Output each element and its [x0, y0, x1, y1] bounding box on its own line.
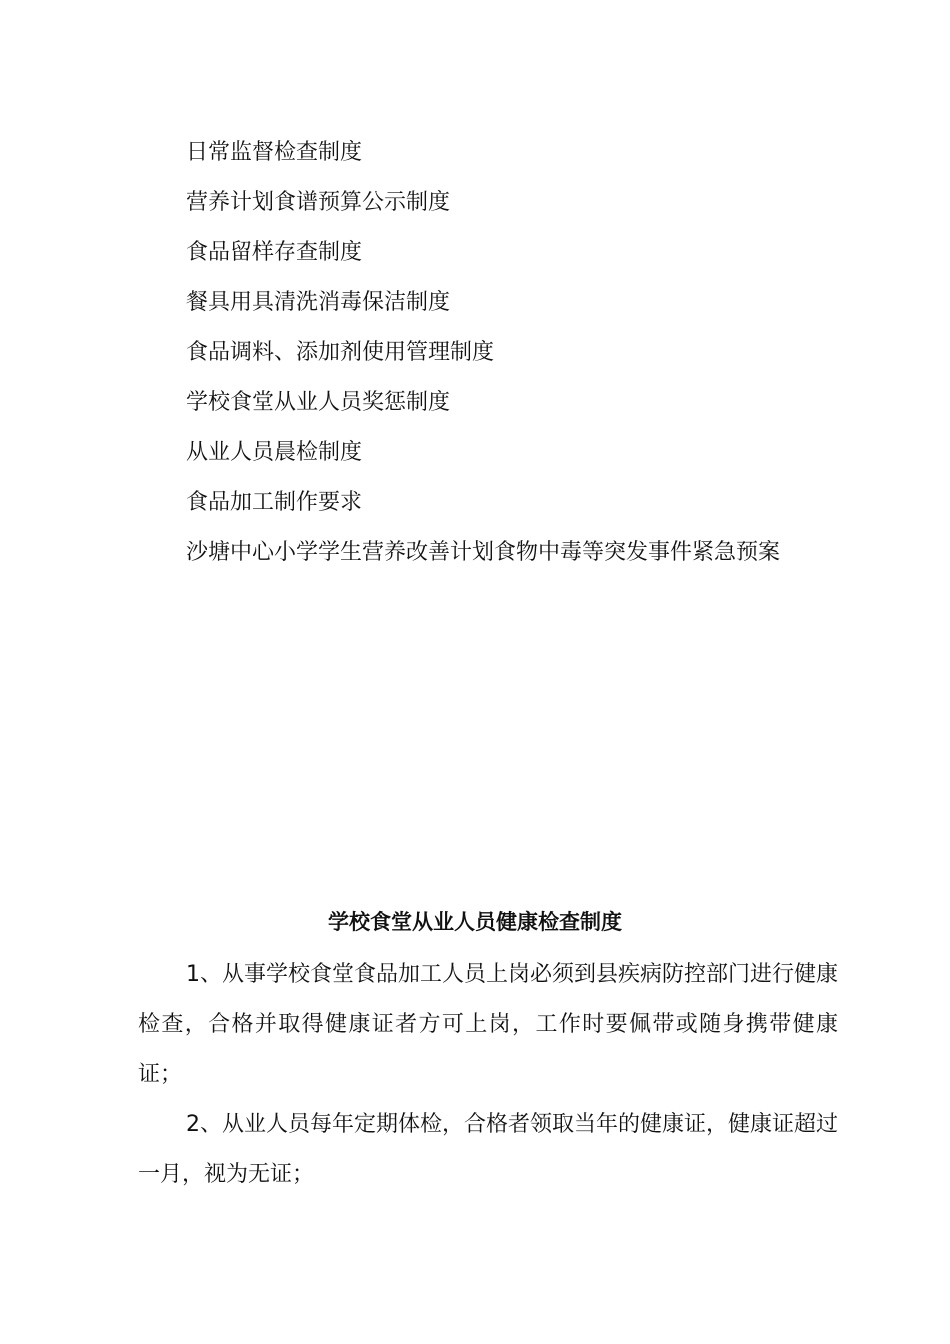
paragraph-1: 1、从事学校食堂食品加工人员上岗必须到县疾病防控部门进行健康检查，合格并取得健康证者方可上岗，工作时要佩带或随身携带健康证；: [138, 962, 838, 1087]
toc-item: 沙塘中心小学学生营养改善计划食物中毒等突发事件紧急预案: [186, 540, 781, 565]
toc-item: 食品调料、添加剂使用管理制度: [186, 340, 495, 365]
toc-item: 学校食堂从业人员奖惩制度: [186, 390, 451, 415]
section-body: [138, 950, 838, 1200]
section-title: 学校食堂从业人员健康检查制度: [328, 910, 622, 934]
toc-item: 日常监督检查制度: [186, 140, 363, 165]
toc-list: [186, 128, 866, 578]
toc-item: 营养计划食谱预算公示制度: [186, 190, 451, 215]
toc-item: 从业人员晨检制度: [186, 440, 363, 465]
toc-item: 餐具用具清洗消毒保洁制度: [186, 290, 451, 315]
paragraph-2: 2、从业人员每年定期体检，合格者领取当年的健康证，健康证超过一月，视为无证；: [138, 1112, 838, 1187]
toc-item: 食品留样存查制度: [186, 240, 363, 265]
toc-item: 食品加工制作要求: [186, 490, 363, 515]
